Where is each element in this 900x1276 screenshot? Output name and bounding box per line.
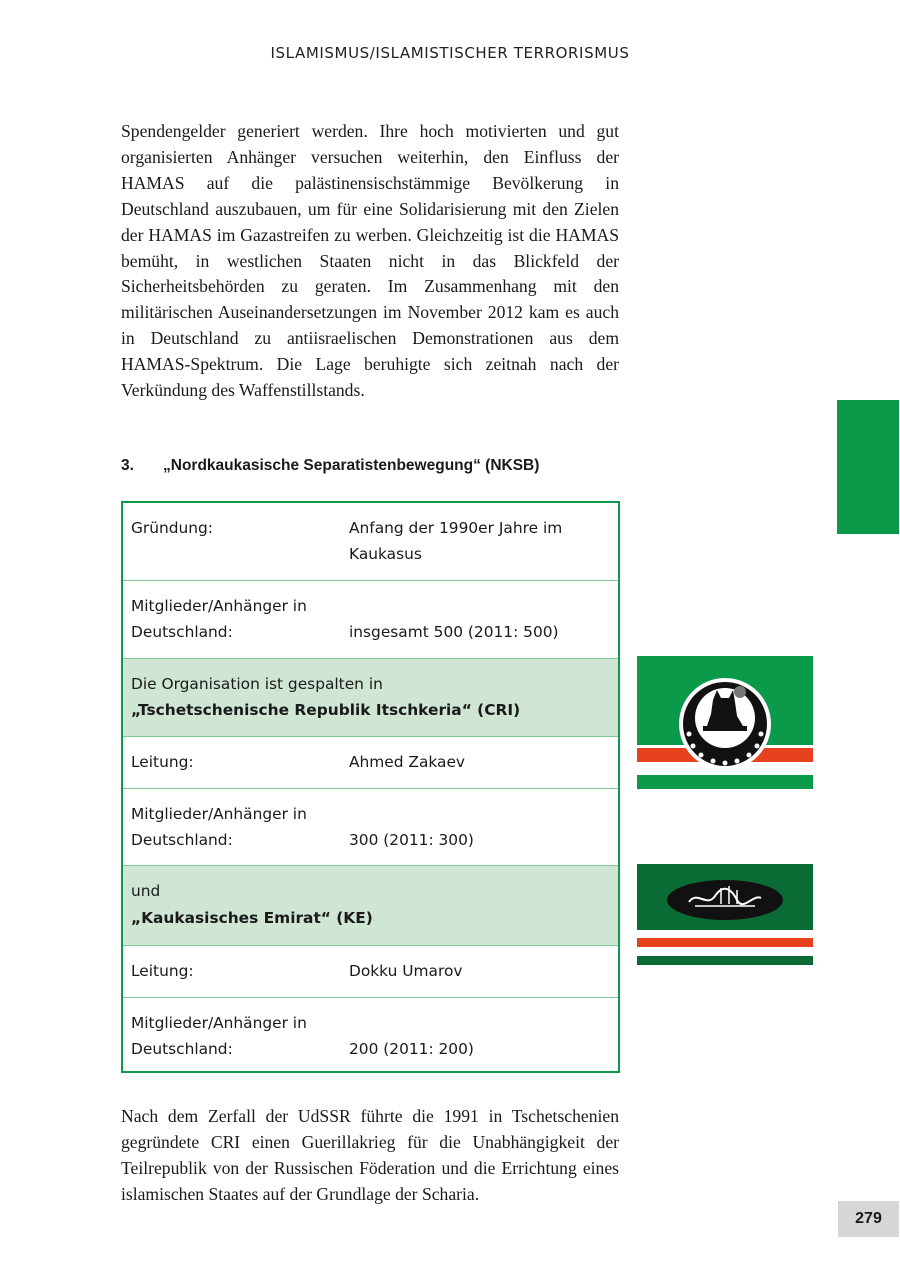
cri-members-label-line1: Mitglieder/Anhänger in xyxy=(131,805,307,823)
founding-value-line2: Kaukasus xyxy=(349,545,422,563)
ke-members-label-line1: Mitglieder/Anhänger in xyxy=(131,1014,307,1032)
ke-leader-value: Dokku Umarov xyxy=(349,962,463,980)
row-ke-leader xyxy=(123,945,618,997)
cri-flag-icon xyxy=(637,656,813,789)
section-heading xyxy=(121,457,619,475)
paragraph-closing: Nach dem Zerfall der UdSSR führte die 1991 in Tschetschenien gegründete CRI einen Guerillakrieg für die Unabhängigkeit der Teilrepublik von der Russischen Föderation und die Errichtung eines islamischen Staates auf der Grundlage der Scharia. xyxy=(121,1106,619,1204)
row-split-cri xyxy=(123,658,618,736)
and-line1: und xyxy=(131,882,161,900)
page-number: 279 xyxy=(855,1210,882,1227)
row-cri-members xyxy=(123,788,618,865)
and-line2 xyxy=(131,905,611,931)
founding-value-line1: Anfang der 1990er Jahre im xyxy=(349,519,563,537)
cri-members-label-line2: Deutschland: xyxy=(131,831,233,849)
organization-info-table xyxy=(121,501,620,1073)
members-total-label-line2: Deutschland: xyxy=(131,623,233,641)
split-line1: Die Organisation ist gespalten in xyxy=(131,675,383,693)
members-total-value: insgesamt 500 (2011: 500) xyxy=(349,623,559,641)
ke-leader-label: Leitung: xyxy=(131,962,194,980)
cri-leader-value: Ahmed Zakaev xyxy=(349,753,466,771)
split-line2 xyxy=(131,697,611,723)
running-header: ISLAMISMUS/ISLAMISTISCHER TERRORISMUS xyxy=(270,44,630,62)
page-number-box xyxy=(838,1201,899,1237)
chapter-side-tab xyxy=(837,400,899,534)
paragraph-intro: Spendengelder generiert werden. Ihre hoch motivierten und gut organisierten Anhänger versuchen weiterhin, den Einfluss der HAMAS auf die palästinensischstämmige Bevölkerung in Deutschland auszubauen, um für eine Solidarisierung mit den Zielen der HAMAS im Gazastreifen zu werben. Gleichzeitig ist die HAMAS bemüht, in westlichen Staaten nicht in das Blickfeld der Sicherheitsbehörden zu geraten. Im Zusammenhang mit den militärischen Auseinandersetzungen im November 2012 kam es auch in Deutschland zu antiisraelischen Demonstrationen aus dem HAMAS-Spektrum. Die Lage beruhigte sich zeitnah nach der Verkündung des Waffenstillstands. xyxy=(121,121,619,401)
founding-label: Gründung: xyxy=(131,519,213,537)
ke-members-label-line2: Deutschland: xyxy=(131,1040,233,1058)
row-members-total xyxy=(123,580,618,658)
section-number: 3. xyxy=(121,457,134,474)
cri-members-value: 300 (2011: 300) xyxy=(349,831,474,849)
section-title: „Nordkaukasische Separatistenbewegung“ (NKSB) xyxy=(163,457,540,474)
ke-name: „Kaukasisches Emirat“ (KE) xyxy=(131,909,373,927)
row-and-ke xyxy=(123,865,618,945)
row-cri-leader xyxy=(123,736,618,788)
ke-flag-icon xyxy=(637,864,813,965)
cri-name: „Tschetschenische Republik Itschkeria“ (CRI) xyxy=(131,701,521,719)
ke-members-value: 200 (2011: 200) xyxy=(349,1040,474,1058)
members-total-label-line1: Mitglieder/Anhänger in xyxy=(131,597,307,615)
cri-leader-label: Leitung: xyxy=(131,753,194,771)
row-ke-members xyxy=(123,997,618,1071)
row-founding xyxy=(123,503,618,580)
